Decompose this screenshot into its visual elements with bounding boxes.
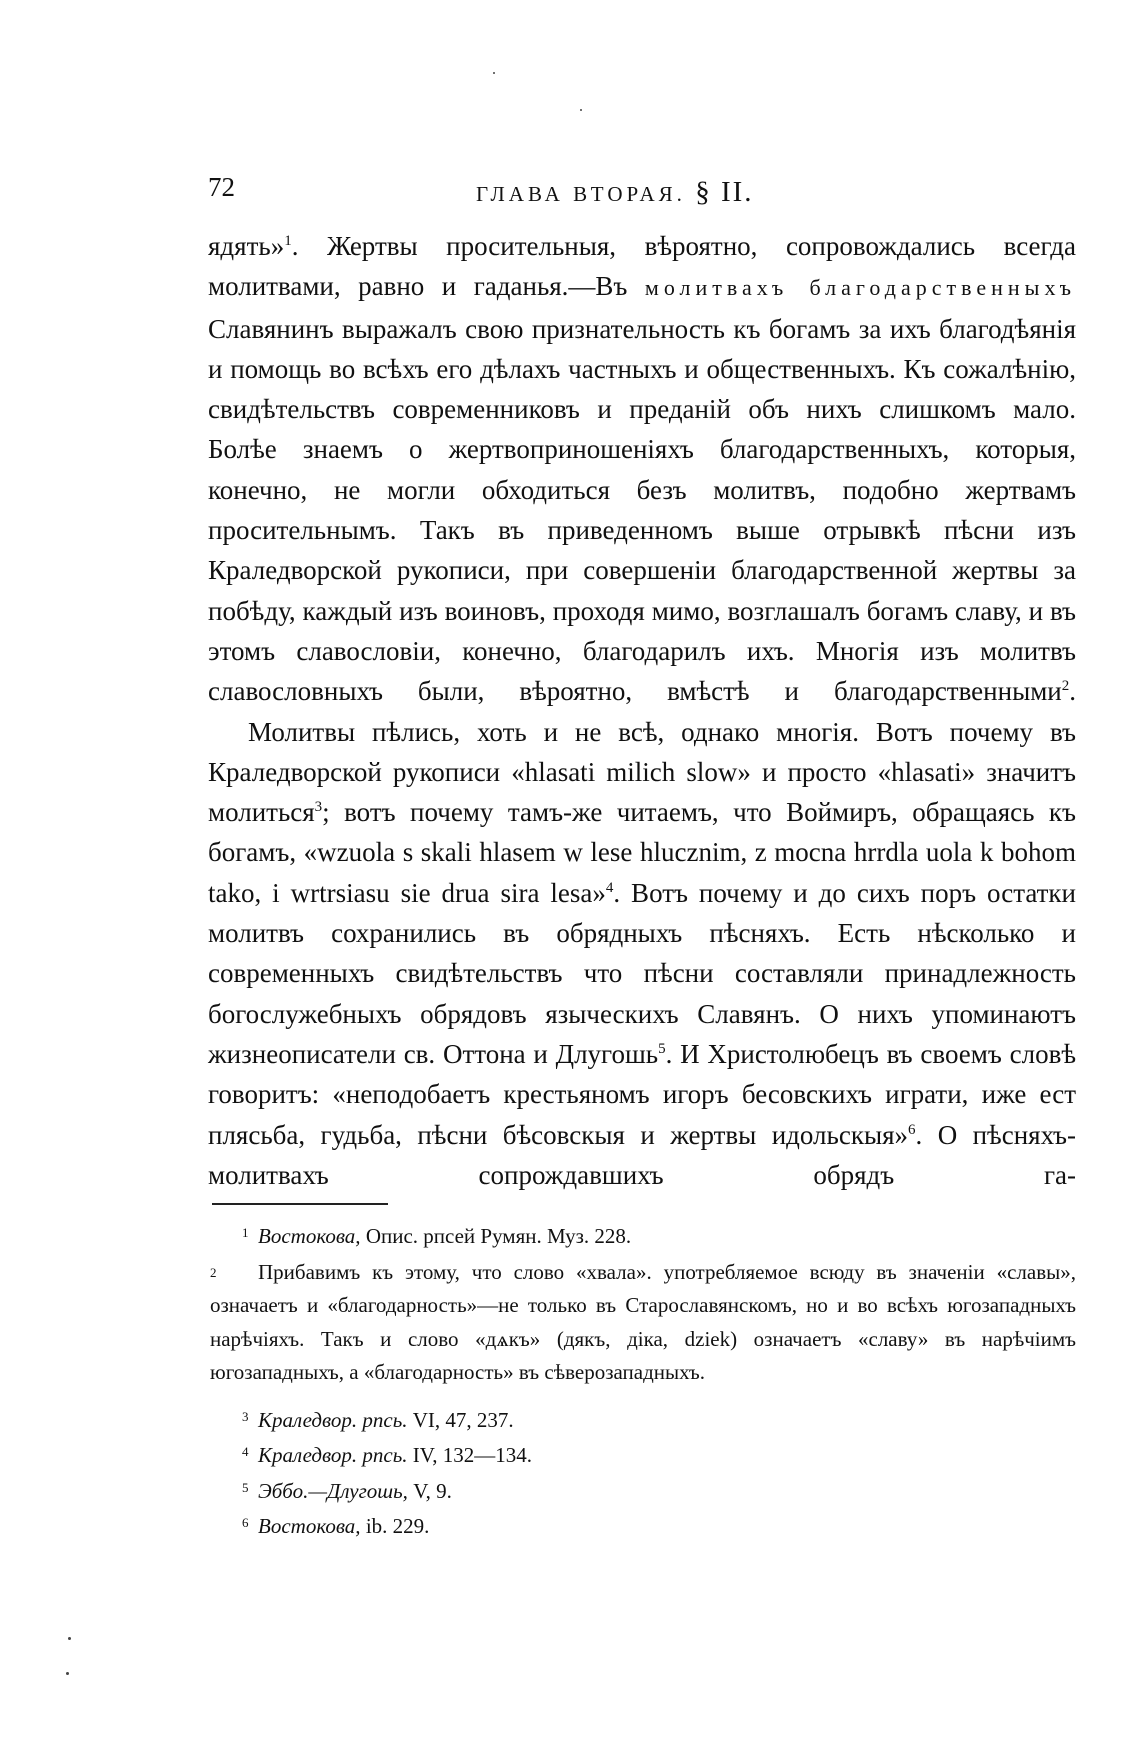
- page-number: 72: [208, 172, 235, 202]
- text-run: ядять»: [208, 231, 285, 261]
- footnote-reference: 3: [314, 799, 323, 816]
- text-run: Прибавимъ къ этому, что слово «хвала». употребляемое всюду въ значеніи «славы», означаетъ и «благодарность»—не только въ Старославянскомъ, но и во всѣхъ югозападныхъ нарѣчіяхъ. Такъ и слово «дѧкъ» (дякъ, дiка, dziek) означаетъ «славу» въ нарѣчіимъ югозападныхъ, а «благодарность» въ сѣверозападныхъ.: [210, 1259, 1076, 1384]
- footnote-mark: 2: [210, 1264, 217, 1280]
- footnote-reference: 5: [658, 1040, 666, 1057]
- text-run: .: [1069, 676, 1076, 707]
- footnote-mark: 3: [242, 1408, 249, 1424]
- italic-citation: Эббо.—Длугошь,: [258, 1478, 408, 1503]
- text-run: . И Христолюбецъ въ своемъ словѣ говоритъ: «неподобаетъ крестьяномъ игоръ бесовскихъ играти, иже ест плясьба, гудьба, пѣсни бѣсовскыя и жертвы идольскыя»: [208, 1038, 1076, 1150]
- print-speck: [68, 1637, 71, 1640]
- footnote: [210, 1439, 1076, 1473]
- text-run: ; вотъ почему тамъ-же читаемъ, что Воймиръ, обращаясь къ богамъ, «wzuola s skali hlasem w lese hlucznim, z mocna hrrdla uola k bohom tako, i wrtrsiasu sie drua sira lesa»: [208, 797, 1076, 908]
- footnote-reference: 2: [1061, 678, 1070, 695]
- text-run: . Жертвы просительныя, вѣроятно, сопровождались всегда молитвами, равно и гаданья.—Въ: [208, 231, 1076, 302]
- footnote: [210, 1256, 1076, 1390]
- footnote: [210, 1510, 1076, 1544]
- footnote: [210, 1475, 1076, 1509]
- running-head: [208, 172, 1076, 212]
- chapter-title-text: ГЛАВА ВТОРАЯ.: [476, 182, 686, 206]
- footnote-reference: 1: [284, 233, 292, 249]
- body-text: [208, 226, 1076, 1195]
- italic-citation: Краледвор. рпсь.: [258, 1407, 408, 1432]
- emphasized-term: молитвахъ благодарственныхъ: [644, 275, 1076, 301]
- text-run: VI, 47, 237.: [407, 1407, 514, 1432]
- section-mark: § II.: [695, 176, 754, 208]
- text-run: V, 9.: [407, 1478, 452, 1503]
- footnote-reference: 6: [908, 1121, 916, 1138]
- footnote-rule: [212, 1203, 388, 1205]
- footnote-mark: 6: [242, 1515, 249, 1530]
- italic-citation: Востокова,: [258, 1514, 361, 1538]
- text-run: Молитвы пѣлись, хоть и не всѣ, однако многія. Вотъ почему въ Краледворской рукописи «hlasati milich slow» и просто «hlasati» значитъ молиться: [208, 716, 1076, 828]
- print-speck: [493, 72, 495, 74]
- footnotes: [210, 1220, 1076, 1544]
- text-run: ib. 229.: [360, 1514, 430, 1538]
- italic-citation: Востокова,: [258, 1224, 361, 1248]
- print-speck: [66, 1672, 69, 1675]
- text-run: Славянинъ выражалъ свою признательность къ богамъ за ихъ благодѣянія и помощь во всѣхъ его дѣлахъ частныхъ и общественныхъ. Къ сожалѣнію, свидѣтельствъ современниковъ и преданій объ нихъ слишкомъ мало. Болѣе знаемъ о жертвоприношеніяхъ благодарственныхъ, которыя, конечно, не могли обходиться безъ молитвъ, подобно жертвамъ просительнымъ. Такъ въ приведенномъ выше отрывкѣ пѣсни изъ Краледворской рукописи, при совершеніи благодарственной жертвы за побѣду, каждый изъ воиновъ, проходя мимо, возглашалъ богамъ славу, и въ этомъ славословіи, конечно, благодарилъ ихъ. Многія изъ молитвъ славословныхъ были, вѣроятно, вмѣстѣ и благодарственными: [208, 313, 1076, 707]
- footnote-mark: 4: [242, 1444, 249, 1459]
- footnote-reference: 4: [605, 879, 614, 896]
- footnote-gap: [210, 1390, 1076, 1404]
- footnote: [210, 1220, 1076, 1254]
- chapter-title: [476, 176, 754, 209]
- footnote: [210, 1404, 1076, 1438]
- print-speck: [580, 109, 582, 111]
- footnote-mark: 1: [242, 1225, 249, 1240]
- text-run: IV, 132—134.: [407, 1443, 532, 1467]
- paragraph: [208, 226, 1076, 712]
- text-run: . Вотъ почему и до сихъ поръ остатки молитвъ сохранились въ обрядныхъ пѣсняхъ. Есть нѣсколько и современныхъ свидѣтельствъ что пѣсни составляли принадлежность богослужебныхъ обрядовъ языческихъ Славянъ. О нихъ упоминаютъ жизнеописатели св. Оттона и Длугошь: [208, 877, 1076, 1069]
- paragraph: [208, 712, 1076, 1196]
- text-run: . О пѣсняхъ-молитвахъ сопрождавшихъ обрядъ га-: [208, 1119, 1076, 1190]
- italic-citation: Краледвор. рпсь.: [258, 1443, 408, 1467]
- text-run: Опис. рпсей Румян. Муз. 228.: [360, 1224, 632, 1248]
- footnote-mark: 5: [242, 1479, 249, 1495]
